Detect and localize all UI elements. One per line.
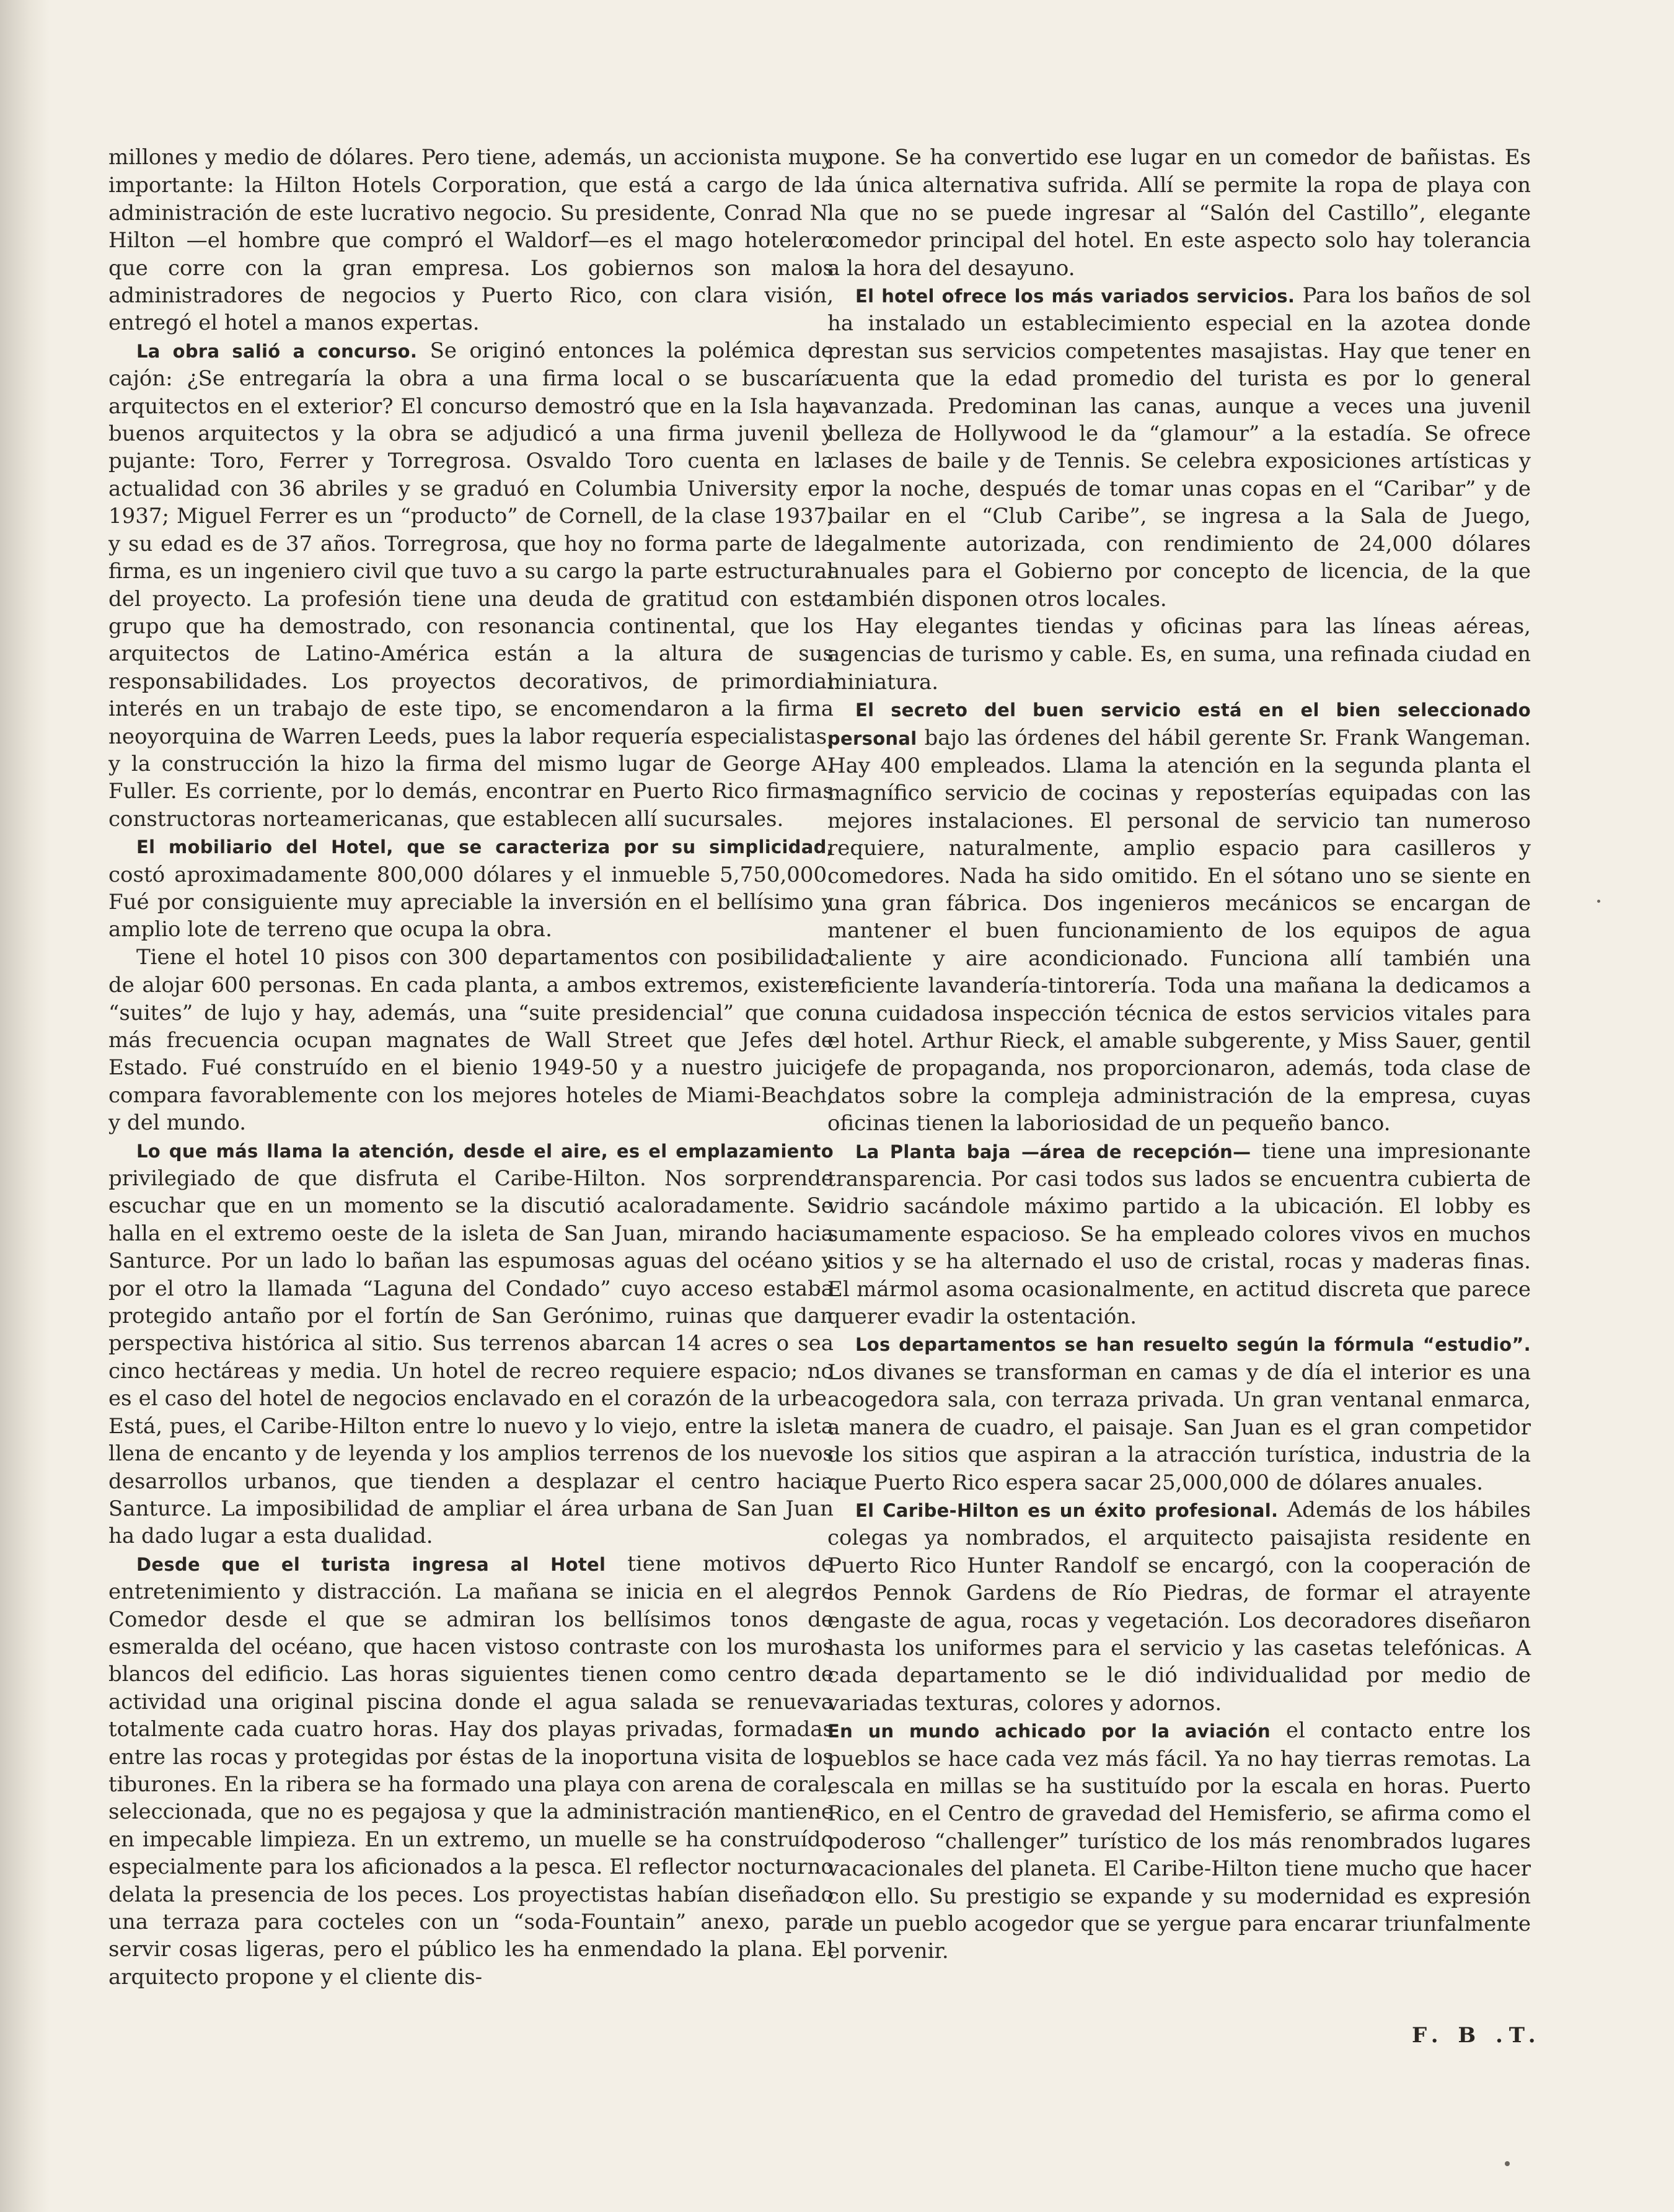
left-column	[108, 144, 834, 1991]
right-column	[827, 144, 1531, 1965]
paragraph-lead: En un mundo achicado por la aviación	[827, 1721, 1271, 1742]
paragraph-lead: El Caribe-Hilton es un éxito profesional.	[855, 1499, 1279, 1521]
paragraph	[827, 1496, 1531, 1717]
paragraph-lead: El mobiliario del Hotel, que se caracteriza por su simplicidad,	[136, 836, 834, 858]
paragraph-lead: El hotel ofrece los más variados servicios.	[855, 286, 1295, 307]
paragraph	[108, 1550, 834, 1991]
paragraph-text: Además de los hábiles colegas ya nombrados, el arquitecto paisajista residente en Puerto Rico Hunter Randolf se encargó, con la cooperación de los Pennok Gardens de Río Piedras, de formar el atrayente engaste de agua, rocas y vegetación. Los decoradores diseñaron hasta los uniformes para el servicio y las casetas telefónicas. A cada departamento se le dió individualidad por medio de variadas texturas, colores y adornos.	[827, 1497, 1531, 1716]
paragraph-text: Los divanes se transforman en camas y de día el interior es una acogedora sala, con terraza privada. Un gran ventanal enmarca, a manera de cuadro, el paisaje. San Juan es el gran competidor de los sitios que aspiran a la atracción turística, industria de la que Puerto Rico espera sacar 25,000,000 de dólares anuales.	[827, 1359, 1531, 1495]
paragraph	[108, 833, 834, 944]
page-binding-shadow	[0, 0, 50, 2212]
paragraph	[827, 1717, 1531, 1965]
ink-speck	[1505, 2161, 1510, 2166]
paragraph-text: Para los baños de sol ha instalado un establecimiento especial en la azotea donde prestan sus servicios competentes masajistas. Hay que tener en cuenta que la edad promedio del turista es por lo general avanzada. Predominan las canas, aunque a veces una juvenil belleza de Hollywood le da “glamour” a la estadía. Se ofrece clases de baile y de Tennis. Se celebra exposiciones artísticas y por la noche, después de tomar unas copas en el “Caribar” y de bailar en el “Club Caribe”, se ingresa a la Sala de Juego, legalmente autorizada, con rendimiento de 24,000 dólares anuales para el Gobierno por concepto de licencia, de la que también disponen otros locales.	[827, 283, 1531, 612]
paragraph-text: Hay elegantes tiendas y oficinas para las líneas aéreas, agencias de turismo y cable. Es, en suma, una refinada ciudad en miniatura.	[827, 613, 1531, 695]
ink-speck	[1597, 900, 1600, 903]
paragraph-text: tiene motivos de entretenimiento y distracción. La mañana se inicia en el alegre Comedor desde el que se admiran los bellísimos tonos de esmeralda del océano, que hacen vistoso contraste con los muros blancos del edificio. Las horas siguientes tienen como centro de actividad una original piscina donde el agua salada se renueva totalmente cada cuatro horas. Hay dos playas privadas, formadas entre las rocas y protegidas por éstas de la inoportuna visita de los tiburones. En la ribera se ha formado una playa con arena de coral, seleccionada, que no es pegajosa y que la administración mantiene en impecable limpieza. En un extremo, un muelle se ha construído especialmente para los aficionados a la pesca. El reflector nocturno delata la presencia de los peces. Los proyectistas habían diseñado una terraza para cocteles con un “soda-Fountain” anexo, para servir cosas ligeras, pero el público les ha enmendado la plana. El arquitecto propone y el cliente dis-	[108, 1551, 834, 1990]
paragraph-text: millones y medio de dólares. Pero tiene, además, un accionista muy importante: la Hilton Hotels Corporation, que está a cargo de la administración de este lucrativo negocio. Su presidente, Conrad N. Hilton —el hombre que compró el Waldorf—es el mago hotelero que corre con la gran empresa. Los gobiernos son malos administradores de negocios y Puerto Rico, con clara visión, entregó el hotel a manos expertas.	[108, 145, 834, 336]
paragraph-text: Se originó entonces la polémica de cajón: ¿Se entregaría la obra a una firma local o se buscaría arquitectos en el exterior? El concurso demostró que en la Isla hay buenos arquitectos y la obra se adjudicó a una firma juvenil y pujante: Toro, Ferrer y Torregrosa. Osvaldo Toro cuenta en la actualidad con 36 abriles y se graduó en Columbia University en 1937; Miguel Ferrer es un “producto” de Cornell, de la clase 1937, y su edad es de 37 años. Torregrosa, que hoy no forma parte de la firma, es un ingeniero civil que tuvo a su cargo la parte estructural del proyecto. La profesión tiene una deuda de gratitud con este grupo que ha demostrado, con resonancia continental, que los arquitectos de Latino-América están a la altura de sus responsabilidades. Los proyectos decorativos, de primordial interés en un trabajo de este tipo, se encomendaron a la firma neoyorquina de Warren Leeds, pues la labor requería especialistas, y la construcción la hizo la firma del mismo lugar de George A. Fuller. Es corriente, por lo demás, encontrar en Puerto Rico firmas constructoras norteamericanas, que establecen allí sucursales.	[108, 338, 834, 832]
paragraph-lead: Lo que más llama la atención, desde el aire, es el emplazamiento	[136, 1140, 834, 1162]
paragraph-text: pone. Se ha convertido ese lugar en un comedor de bañistas. Es la única alternativa sufrida. Allí se permite la ropa de playa con la que no se puede ingresar al “Salón del Castillo”, elegante comedor principal del hotel. En este aspecto solo hay tolerancia a la hora del desayuno.	[827, 145, 1531, 281]
paragraph-text: bajo las órdenes del hábil gerente Sr. Frank Wangeman. Hay 400 empleados. Llama la atención en la segunda planta el magnífico servicio de cocinas y reposterías equipadas con las mejores instalaciones. El personal de servicio tan numeroso requiere, naturalmente, amplio espacio para casilleros y comedores. Nada ha sido omitido. En el sótano uno se siente en una gran fábrica. Dos ingenieros mecánicos se encargan de mantener el buen funcionamiento de los equipos de agua caliente y aire acondicionado. Funciona allí también una eficiente lavandería-tintorería. Toda una mañana la dedicamos a una cuidadosa inspección técnica de estos servicios vitales para el hotel. Arthur Rieck, el amable subgerente, y Miss Sauer, gentil jefe de propaganda, nos proporcionaron, además, toda clase de datos sobre la compleja administración de la empresa, cuyas oficinas tienen la laboriosidad de un pequeño banco.	[827, 725, 1531, 1136]
paragraph-text: el contacto entre los pueblos se hace cada vez más fácil. Ya no hay tierras remotas. La escala en millas se ha sustituído por la escala en horas. Puerto Rico, en el Centro de gravedad del Hemisferio, se afirma como el poderoso “challenger” turístico de los más renombrados lugares vacacionales del planeta. El Caribe-Hilton tiene mucho que hacer con ello. Su prestigio se expande y su modernidad es expresión de un pueblo acogedor que se yergue para encarar triunfalmente el porvenir.	[827, 1718, 1531, 1964]
paragraph	[108, 1137, 834, 1550]
author-initials: F. B .T.	[1412, 2023, 1542, 2048]
paragraph-lead: Desde que el turista ingresa al Hotel	[136, 1553, 606, 1575]
paragraph	[108, 944, 834, 1137]
paragraph	[827, 613, 1531, 696]
paragraph-lead: La obra salió a concurso.	[136, 340, 418, 362]
paragraph-lead: La Planta baja —área de recepción—	[855, 1141, 1251, 1162]
paragraph-text: Tiene el hotel 10 pisos con 300 departamentos con posibilidad de alojar 600 personas. En cada planta, a ambos extremos, existen “suites” de lujo y hay, además, una “suite presidencial” que con más frecuencia ocupan magnates de Wall Street que Jefes de Estado. Fué construído en el bienio 1949-50 y a nuestro juicio compara favorablemente con los mejores hoteles de Miami-Beach, y del mundo.	[108, 944, 834, 1136]
paragraph	[108, 337, 834, 833]
paragraph	[827, 144, 1531, 282]
paragraph-lead: Los departamentos se han resuelto según la fórmula “estudio”.	[855, 1334, 1531, 1356]
paragraph-lead: El secreto del buen servicio está en el bien seleccionado personal	[827, 700, 1531, 749]
paragraph-text: costó aproximadamente 800,000 dólares y el inmueble 5,750,000. Fué por consiguiente muy apreciable la inversión en el bellísimo y amplio lote de terreno que ocupa la obra.	[108, 862, 834, 942]
paragraph	[108, 144, 834, 337]
paragraph-text: tiene una impresionante transparencia. Por casi todos sus lados se encuentra cubierta de vidrio sacándole máximo partido a la ubicación. El lobby es sumamente espacioso. Se ha empleado colores vivos en muchos sitios y se ha alternado el uso de cristal, rocas y maderas finas. El mármol asoma ocasionalmente, en actitud discreta que parece querer evadir la ostentación.	[827, 1138, 1531, 1330]
paragraph-text: privilegiado de que disfruta el Caribe-Hilton. Nos sorprende escuchar que en un momento se la discutió acaloradamente. Se halla en el extremo oeste de la isleta de San Juan, mirando hacia Santurce. Por un lado lo bañan las espumosas aguas del océano y por el otro la llamada “Laguna del Condado” cuyo acceso estaba protegido antaño por el fortín de San Gerónimo, ruinas que dan perspectiva histórica al sitio. Sus terrenos abarcan 14 acres o sea cinco hectáreas y media. Un hotel de recreo requiere espacio; no es el caso del hotel de negocios enclavado en el corazón de la urbe. Está, pues, el Caribe-Hilton entre lo nuevo y lo viejo, entre la isleta llena de encanto y de leyenda y los amplios terrenos de los nuevos desarrollos urbanos, que tienden a desplazar el centro hacia Santurce. La imposibilidad de ampliar el área urbana de San Juan ha dado lugar a esta dualidad.	[108, 1166, 834, 1549]
paragraph	[827, 1138, 1531, 1331]
paragraph	[827, 1330, 1531, 1496]
paragraph	[827, 282, 1531, 613]
paragraph	[827, 696, 1531, 1138]
